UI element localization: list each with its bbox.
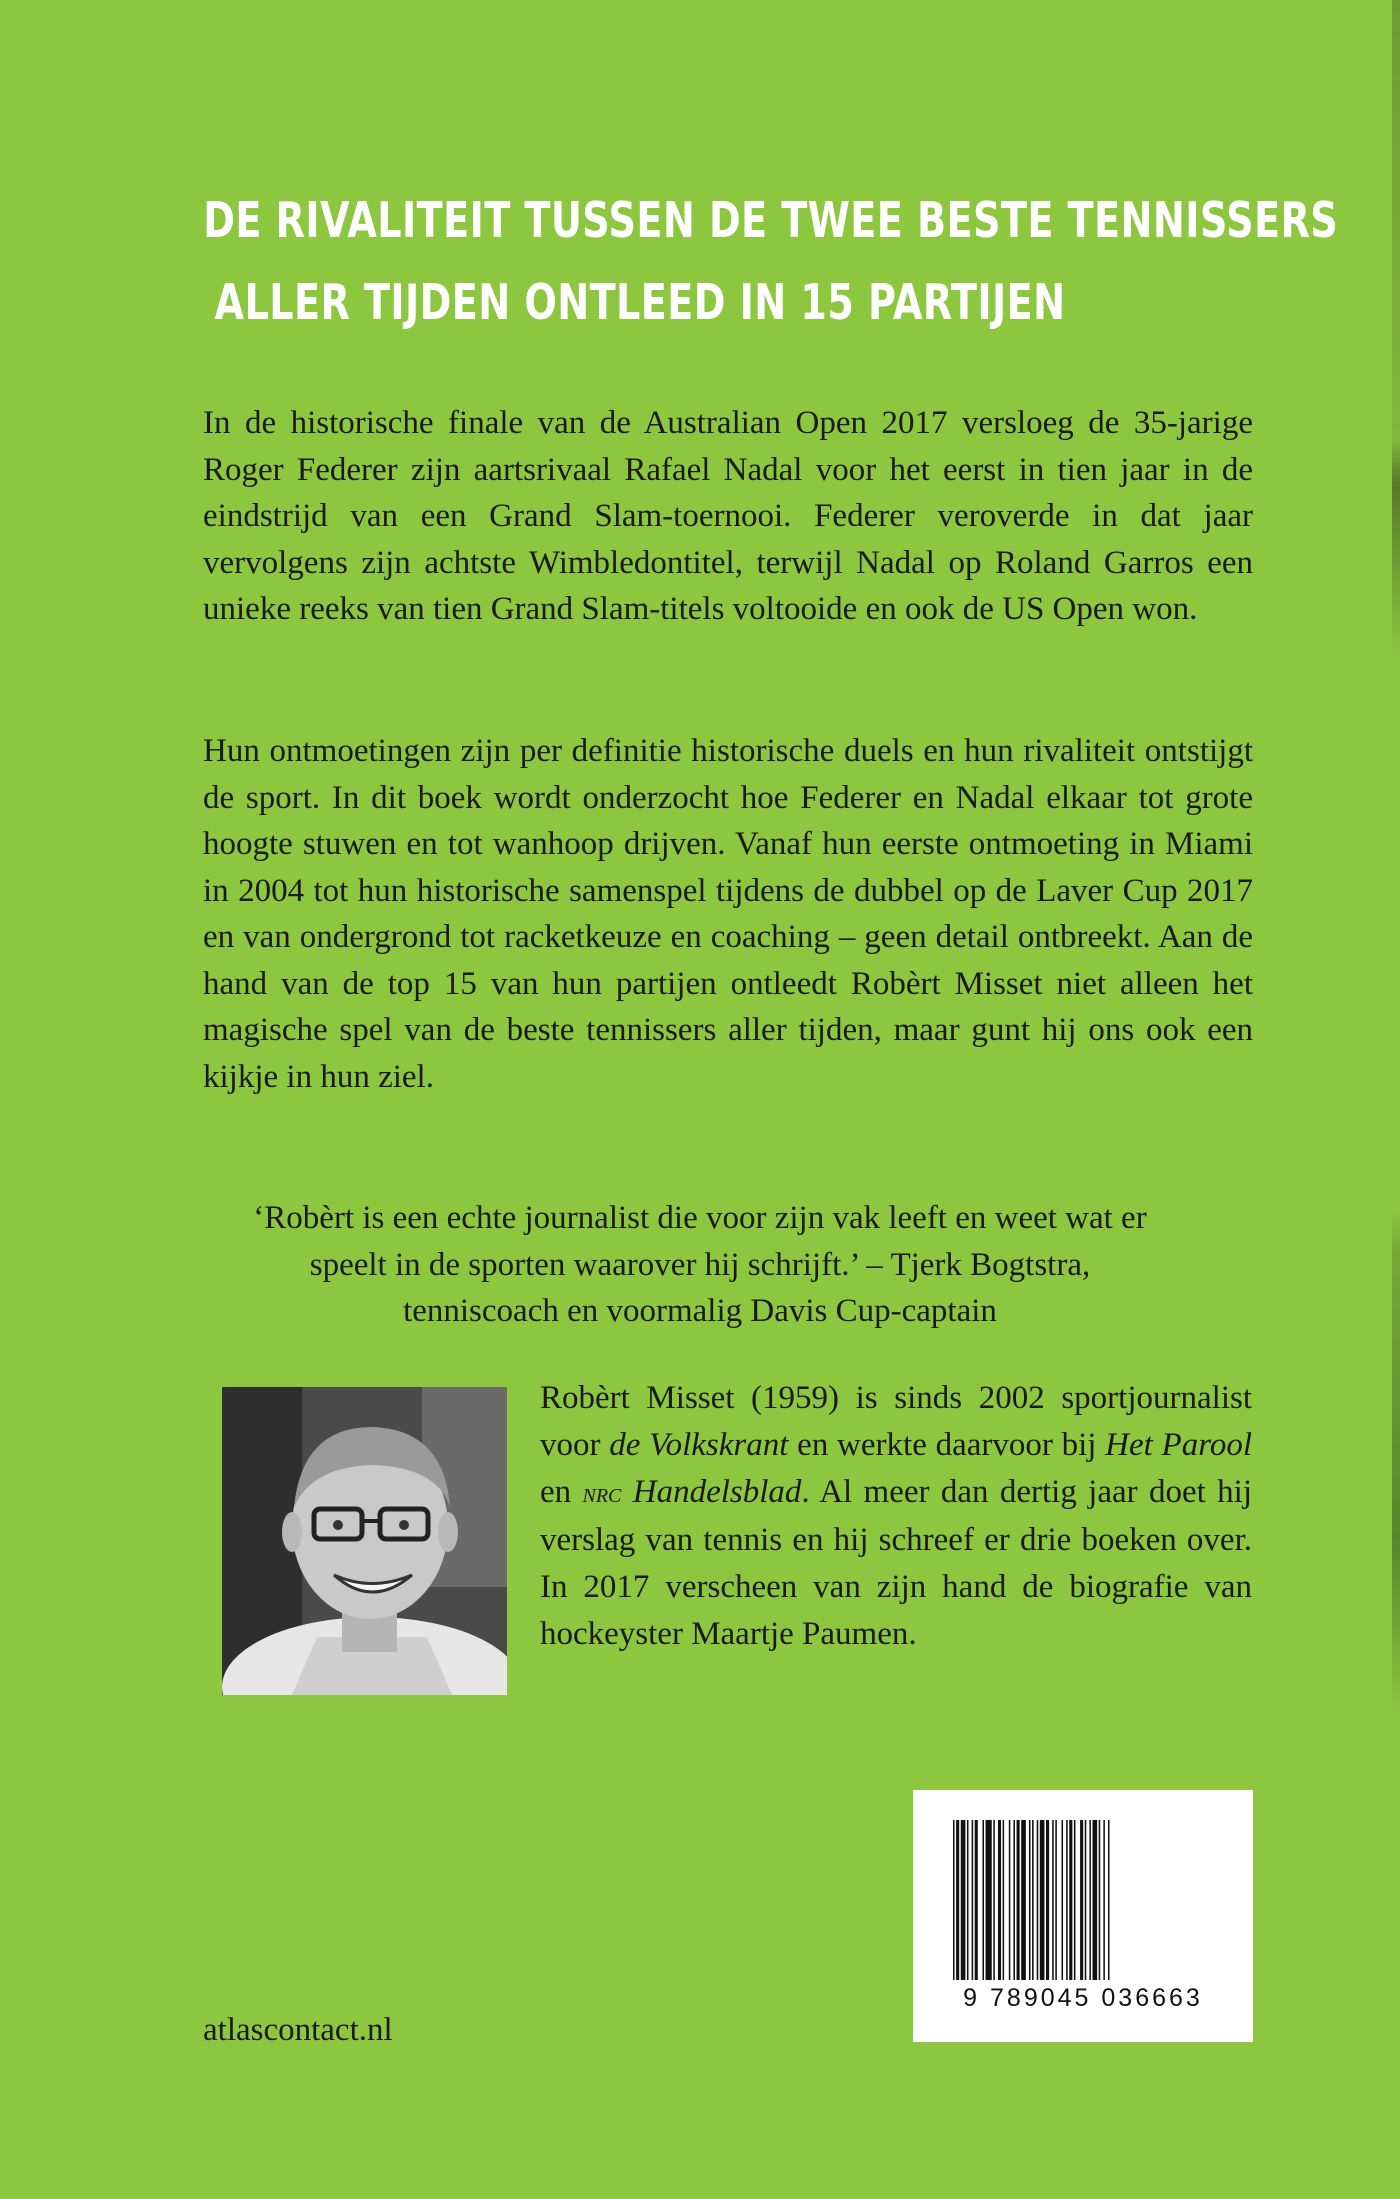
isbn-number: 9 789045 036663	[963, 1984, 1203, 2012]
quote-line-3: tenniscoach en voormalig Davis Cup-captain	[403, 1293, 997, 1329]
barcode-bar	[1069, 1820, 1072, 1980]
barcode-bar	[1003, 1820, 1005, 1980]
headline-line-2: ALLER TIJDEN ONTLEED IN 15 PARTIJEN	[214, 274, 1066, 331]
barcode-bar	[1066, 1820, 1068, 1980]
blurb-text-1: In de historische finale van de Australian Open 2017 versloeg de 35-jarige Roger Federer zijn aartsrivaal Rafael Nadal voor het eerst in tien jaar in de eindstrijd van een Grand Slam-toernooi. Federer veroverde in dat jaar vervolgens zijn achtste Wimbledontitel, terwijl Nadal op Roland Garros een unieke reeks van tien Grand Slam-titels voltooide en ook de US Open won.	[203, 405, 1253, 627]
bio-text-3: en	[540, 1474, 583, 1510]
barcode-bar	[1040, 1820, 1045, 1980]
bio-newspaper-volkskrant: de Volkskrant	[609, 1427, 789, 1463]
barcode-bar	[1062, 1820, 1064, 1980]
bio-newspaper-nrc-rest: Handelsblad	[621, 1474, 802, 1510]
quote-line-1: ‘Robèrt is een echte journalist die voor zijn vak leeft en weet wat er	[253, 1200, 1147, 1236]
barcode-bar	[1103, 1820, 1105, 1980]
barcode-bar	[1052, 1820, 1054, 1980]
barcode-bar	[1009, 1820, 1011, 1980]
bio-newspaper-parool: Het Parool	[1105, 1427, 1252, 1463]
author-portrait-icon	[222, 1387, 507, 1695]
barcode-bar	[982, 1820, 984, 1980]
barcode-bar	[1055, 1820, 1057, 1980]
bio-newspaper-nrc-prefix: nrc	[582, 1478, 622, 1509]
bio-text-1: Robèrt Misset (1959) is sinds 2002 sportjournalist voor	[540, 1380, 1252, 1463]
author-bio	[540, 1375, 1252, 1658]
spine-edge	[1392, 0, 1400, 2199]
barcode-bar	[998, 1820, 1001, 1980]
barcode-bar	[956, 1820, 959, 1980]
barcode-bar	[953, 1820, 955, 1980]
barcode-bar	[961, 1820, 966, 1980]
barcode-bar	[1017, 1820, 1020, 1980]
blurb-text-2: Hun ontmoetingen zijn per definitie historische duels en hun rivaliteit ontstijgt de sport. In dit boek wordt onderzocht hoe Federer en Nadal elkaar tot grote hoogte stuwen en tot wanhoop drijven. Vanaf hun eerste ontmoeting in Miami in 2004 tot hun historische samenspel tijdens de dubbel op de Laver Cup 2017 en van ondergrond tot racketkeuze en coaching – geen detail ontbreekt. Aan de hand van de top 15 van hun partijen ontleedt Robèrt Misset niet alleen het magische spel van de beste tennissers aller tijden, maar gunt hij ons ook een kijkje in hun ziel.	[203, 733, 1253, 1095]
quote-line-2: speelt in de sporten waarover hij schrijft.’ – Tjerk Bogtstra,	[309, 1246, 1091, 1283]
endorsement-quote	[120, 1195, 1280, 1335]
barcode-bar	[1108, 1820, 1110, 1980]
barcode-bar	[1021, 1820, 1026, 1980]
barcode-bar	[1099, 1820, 1101, 1980]
barcode-bar	[986, 1820, 992, 1980]
barcode-bar	[1089, 1820, 1091, 1980]
barcode-bar	[967, 1820, 969, 1980]
headline-line-1: DE RIVALITEIT TUSSEN DE TWEE BESTE TENNISSERS	[203, 192, 1339, 249]
barcode-bar	[1074, 1820, 1076, 1980]
isbn-barcode	[913, 1790, 1253, 2042]
bio-text-4: . Al meer dan dertig jaar doet hij verslag van tennis en hij schreef er drie boeken over. In 2017 verscheen van zijn hand de biografie van hockeyster Maartje Paumen.	[540, 1474, 1252, 1652]
barcode-bar	[1013, 1820, 1015, 1980]
barcode-bar	[1080, 1820, 1083, 1980]
barcode-bar	[993, 1820, 995, 1980]
barcode-bar	[1029, 1820, 1031, 1980]
barcode-bar	[1046, 1820, 1049, 1980]
barcode-bar	[1085, 1820, 1087, 1980]
barcode-bar	[1037, 1820, 1039, 1980]
blurb-paragraph-1	[203, 400, 1253, 633]
blurb-paragraph-2	[203, 728, 1253, 1100]
barcode-bar	[975, 1820, 978, 1980]
bio-text-2: en werkte daarvoor bij	[788, 1427, 1106, 1463]
publisher-website: atlascontact.nl	[203, 2012, 393, 2048]
headline	[203, 180, 1339, 344]
barcode-icon	[953, 1820, 1215, 1980]
barcode-bar	[1032, 1820, 1034, 1980]
barcode-bar	[972, 1820, 974, 1980]
author-photo	[222, 1387, 507, 1695]
barcode-bar	[1093, 1820, 1098, 1980]
